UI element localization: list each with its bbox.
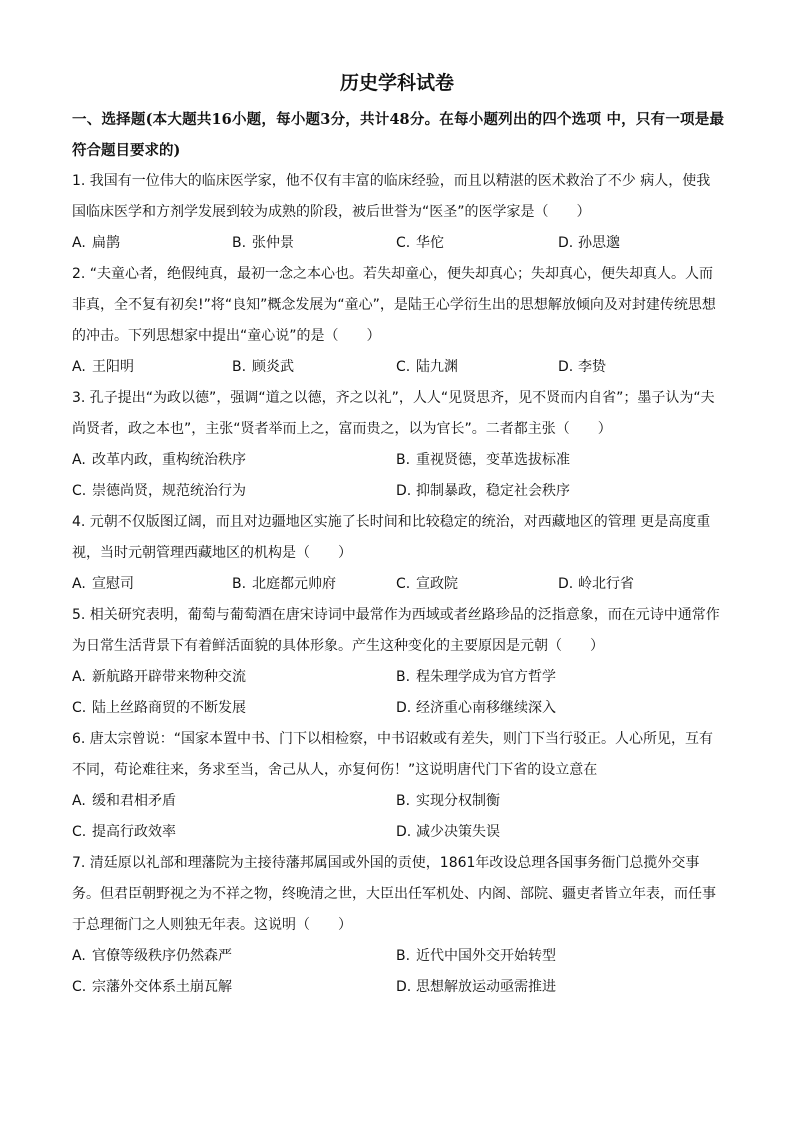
option-label: A. xyxy=(72,452,86,468)
option-label: D. xyxy=(396,979,412,995)
option-c xyxy=(396,569,458,600)
option-label: B. xyxy=(232,235,247,251)
option-row xyxy=(72,569,724,600)
option-label: A. xyxy=(72,359,86,375)
option-label: D. xyxy=(558,576,574,592)
question-2 xyxy=(72,259,724,383)
option-label: A. xyxy=(72,948,86,964)
option-label: C. xyxy=(396,359,411,375)
option-text: 改革内政，重构统治秩序 xyxy=(92,452,246,468)
section-header: 一、选择题(本大题共16小题，每小题3分，共计48分。在每小题列出的四个选项 中，只有一项是最符合题目要求的) xyxy=(72,111,724,159)
option-b xyxy=(396,445,570,476)
option-text: 宣政院 xyxy=(416,576,458,592)
option-label: D. xyxy=(558,359,574,375)
option-a xyxy=(72,941,232,972)
option-row xyxy=(72,352,724,383)
option-text: 减少决策失误 xyxy=(416,824,500,840)
option-text: 北庭都元帅府 xyxy=(252,576,336,592)
option-a xyxy=(72,569,134,600)
option-text: 程朱理学成为官方哲学 xyxy=(416,669,556,685)
option-b xyxy=(396,662,556,693)
option-text: 陆上丝路商贸的不断发展 xyxy=(92,700,246,716)
option-text: 缓和君相矛盾 xyxy=(92,793,176,809)
option-text: 实现分权制衡 xyxy=(416,793,500,809)
option-label: C. xyxy=(72,700,87,716)
option-label: C. xyxy=(72,824,87,840)
option-label: B. xyxy=(396,669,411,685)
option-d xyxy=(396,817,500,848)
option-d xyxy=(558,352,606,383)
option-label: D. xyxy=(396,483,412,499)
question-7 xyxy=(72,848,724,1003)
option-a xyxy=(72,662,246,693)
option-text: 李贽 xyxy=(578,359,606,375)
question-stem: 2. “夫童心者，绝假纯真，最初一念之本心也。若失却童心，便失却真心；失却真心，便失却真人。人而非真，全不复有初矣!”将“良知”概念发展为“童心”，是陆王心学衍生出的思想解放倾向及对封建传统思想的冲击。下列思想家中提出“童心说”的是（ ） xyxy=(72,266,716,344)
option-label: B. xyxy=(396,948,411,964)
option-row xyxy=(72,445,724,476)
option-b xyxy=(232,569,336,600)
question-stem: 6. 唐太宗曾说：“国家本置中书、门下以相检察，中书诏敕或有差失，则门下当行驳正。人心所见，互有不同，苟论难往来，务求至当，舍己从人，亦复何伤！”这说明唐代门下省的设立意在 xyxy=(72,731,714,778)
option-label: D. xyxy=(396,700,412,716)
option-text: 思想解放运动亟需推进 xyxy=(416,979,556,995)
question-1 xyxy=(72,166,724,259)
option-row xyxy=(72,693,724,724)
option-c xyxy=(72,476,246,507)
question-stem: 5. 相关研究表明，葡萄与葡萄酒在唐宋诗词中最常作为西域或者丝路珍品的泛指意象，而在元诗中通常作为日常生活背景下有着鲜活面貌的具体形象。产生这种变化的主要原因是元朝（ ） xyxy=(72,607,720,654)
option-d xyxy=(396,972,556,1003)
question-stem: 3. 孔子提出“为政以德”，强调“道之以德，齐之以礼”，人人“见贤思齐，见不贤而内自省”；墨子认为“夫尚贤者，政之本也”，主张“贤者举而上之，富而贵之，以为官长”。二者都主张（ ） xyxy=(72,390,715,437)
question-3 xyxy=(72,383,724,507)
option-label: B. xyxy=(232,576,247,592)
option-text: 孙思邈 xyxy=(578,235,620,251)
question-stem: 4. 元朝不仅版图辽阔，而且对边疆地区实施了长时间和比较稳定的统治，对西藏地区的管理 更是高度重视，当时元朝管理西藏地区的机构是（ ） xyxy=(72,514,711,561)
option-row xyxy=(72,476,724,507)
option-d xyxy=(558,228,620,259)
option-text: 宗藩外交体系土崩瓦解 xyxy=(92,979,232,995)
option-text: 岭北行省 xyxy=(578,576,634,592)
option-text: 张仲景 xyxy=(252,235,294,251)
option-b xyxy=(396,786,500,817)
question-stem: 1. 我国有一位伟大的临床医学家，他不仅有丰富的临床经验，而且以精湛的医术救治了不少 病人，使我国临床医学和方剂学发展到较为成熟的阶段，被后世誉为“医圣”的医学家是（ ） xyxy=(72,173,711,220)
option-text: 陆九渊 xyxy=(416,359,458,375)
option-label: C. xyxy=(72,979,87,995)
option-label: B. xyxy=(396,793,411,809)
option-text: 华佗 xyxy=(416,235,444,251)
option-c xyxy=(396,228,444,259)
option-text: 经济重心南移继续深入 xyxy=(416,700,556,716)
option-row xyxy=(72,817,724,848)
option-d xyxy=(396,693,556,724)
question-6 xyxy=(72,724,724,848)
option-c xyxy=(396,352,458,383)
option-row xyxy=(72,786,724,817)
option-c xyxy=(72,972,232,1003)
option-text: 王阳明 xyxy=(92,359,134,375)
option-a xyxy=(72,445,246,476)
option-c xyxy=(72,817,176,848)
option-label: D. xyxy=(558,235,574,251)
option-d xyxy=(558,569,634,600)
option-b xyxy=(396,941,556,972)
option-text: 重视贤德，变革选拔标准 xyxy=(416,452,570,468)
option-b xyxy=(232,228,294,259)
question-4 xyxy=(72,507,724,600)
option-text: 抑制暴政，稳定社会秩序 xyxy=(416,483,570,499)
option-label: C. xyxy=(396,576,411,592)
option-label: C. xyxy=(396,235,411,251)
option-text: 新航路开辟带来物种交流 xyxy=(92,669,246,685)
question-list xyxy=(72,166,724,1003)
question-5 xyxy=(72,600,724,724)
option-label: A. xyxy=(72,576,86,592)
option-label: B. xyxy=(396,452,411,468)
option-row xyxy=(72,228,724,259)
option-text: 提高行政效率 xyxy=(92,824,176,840)
option-row xyxy=(72,941,724,972)
option-a xyxy=(72,228,120,259)
option-b xyxy=(232,352,294,383)
exam-title: 历史学科试卷 xyxy=(339,72,454,94)
option-text: 扁鹊 xyxy=(92,235,120,251)
option-row xyxy=(72,662,724,693)
option-label: A. xyxy=(72,669,86,685)
option-label: D. xyxy=(396,824,412,840)
question-stem: 7. 清廷原以礼部和理藩院为主接待藩邦属国或外国的贡使，1861年改设总理各国事务衙门总揽外交事务。但君臣朝野视之为不祥之物，终晚清之世，大臣出任军机处、内阁、部院、疆吏者皆立年表，而任事于总理衙门之人则独无年表。这说明（ ） xyxy=(72,855,716,933)
option-label: A. xyxy=(72,235,86,251)
option-text: 近代中国外交开始转型 xyxy=(416,948,556,964)
option-row xyxy=(72,972,724,1003)
option-label: C. xyxy=(72,483,87,499)
option-label: B. xyxy=(232,359,247,375)
option-a xyxy=(72,352,134,383)
option-d xyxy=(396,476,570,507)
option-text: 顾炎武 xyxy=(252,359,294,375)
option-text: 宣慰司 xyxy=(92,576,134,592)
option-text: 官僚等级秩序仍然森严 xyxy=(92,948,232,964)
option-label: A. xyxy=(72,793,86,809)
option-text: 崇德尚贤，规范统治行为 xyxy=(92,483,246,499)
option-c xyxy=(72,693,246,724)
option-a xyxy=(72,786,176,817)
